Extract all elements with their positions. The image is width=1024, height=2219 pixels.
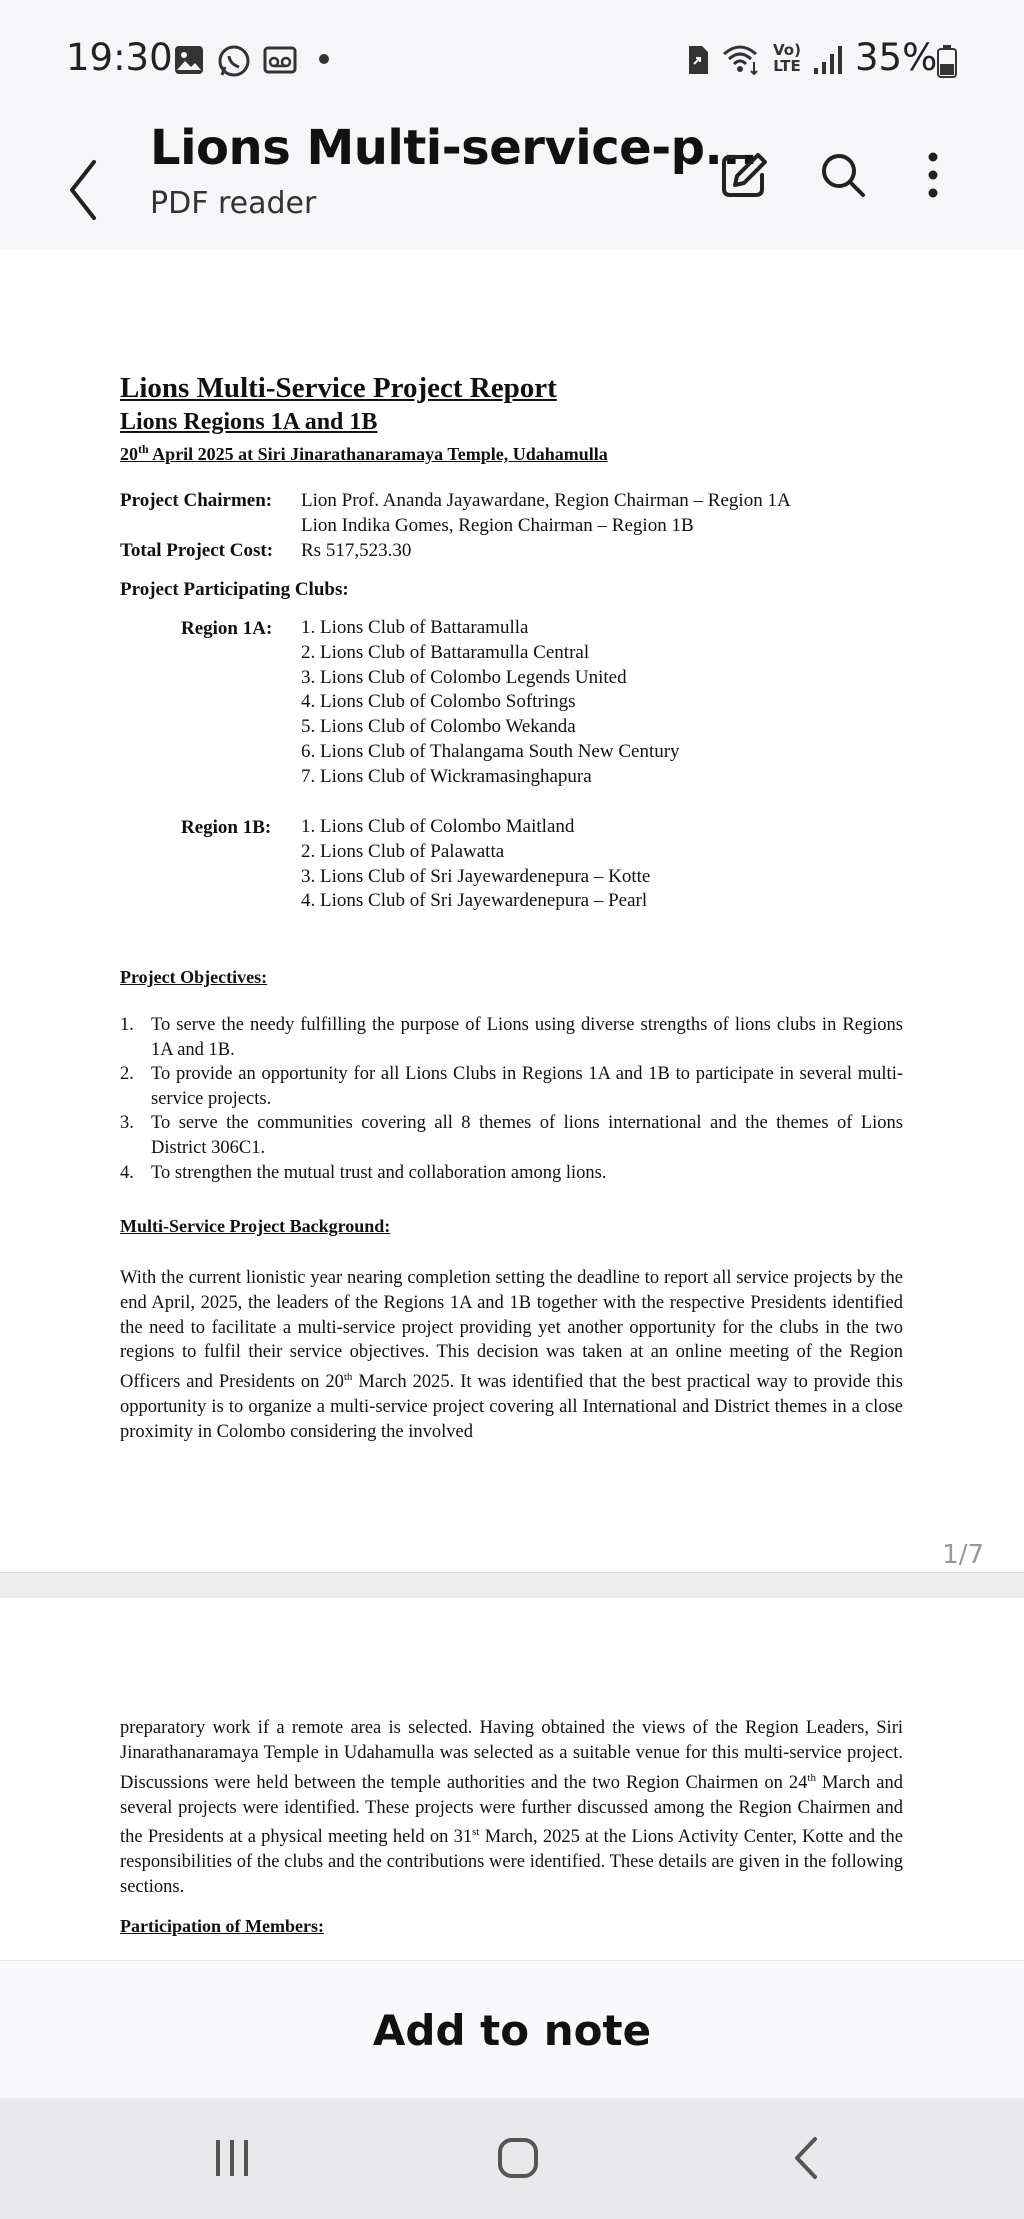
whatsapp-icon [217,44,251,78]
background-paragraph-continued: preparatory work if a remote area is selected. Having obtained the views of the Region Leaders, Siri Jinarathanaramaya Temple in Udahamulla was selected as a suitable venue for this multi-service project. Discussions were held between the temple authorities and the two Region Chairmen on 24th March and several projects were identified. These projects were further discussed among the Region Chairmen and the Presidents at a physical meeting held on 31st March, 2025 at the Lions Activity Center, Kotte and the responsibilities of the clubs and the contributions were identified. These details are given in the following sections. [120,1718,903,1898]
nav-back-button[interactable] [771,2128,841,2188]
cost-value: Rs 517,523.30 [301,540,412,561]
region-1b-club-list [301,815,650,914]
battery-icon [936,44,958,78]
nav-back-icon [791,2135,821,2181]
list-item: 1. Lions Club of Colombo Maitland [301,816,575,837]
report-title: Lions Multi-Service Project Report [120,372,557,404]
chairmen-label: Project Chairmen: [120,490,273,511]
more-icon [923,149,943,201]
back-button[interactable] [62,140,112,220]
list-item: 1. Lions Club of Battaramulla [301,617,529,638]
objectives-heading: Project Objectives: [120,967,268,987]
list-item: 4. To strengthen the mutual trust and collaboration among lions. [120,1162,607,1183]
wifi-icon [722,44,762,76]
report-date: 20th April 2025 at Siri Jinarathanaramaya Temple, Udahamulla [120,442,608,464]
search-button[interactable] [808,140,878,210]
list-item: 7. Lions Club of Wickramasinghapura [301,765,592,787]
page-separator [0,1572,1024,1600]
add-to-note-button[interactable] [0,1960,1024,2099]
sim-icon [686,44,710,76]
network-label: Vo) LTE [773,41,801,75]
list-item: 4. Lions Club of Colombo Softrings [301,691,576,713]
image-icon [173,44,205,76]
navigation-bar [0,2098,1024,2219]
search-icon [818,150,868,200]
recent-apps-icon [210,2138,254,2178]
home-button[interactable] [483,2128,553,2188]
list-item: 3. Lions Club of Sri Jayewardenepura – Kotte [301,865,651,887]
list-item: 4. Lions Club of Sri Jayewardenepura – Pearl [301,890,648,912]
more-options-button[interactable] [898,140,968,210]
chairman-1: Lion Prof. Ananda Jayawardane, Region Chairman – Region 1A [301,490,791,511]
home-icon [496,2136,540,2180]
chairman-2: Lion Indika Gomes, Region Chairman – Region 1B [301,515,694,536]
voicemail-icon [263,44,297,76]
list-item: 3. To serve the communities covering all 8 themes of lions international and the themes of Lions District 306C1. [120,1113,903,1158]
pdf-page-1[interactable] [0,250,1024,1572]
app-subtitle: PDF reader [150,186,317,221]
participation-heading: Participation of Members: [120,1916,324,1936]
background-heading: Multi-Service Project Background: [120,1216,391,1236]
cost-label: Total Project Cost: [120,540,274,561]
background-paragraph: With the current lionistic year nearing completion setting the deadline to report all service projects by the end April, 2025, the leaders of the Regions 1A and 1B together with the respective Presidents identified the need to facilitate a multi-service project providing yet another opportunity for the clubs in the two regions to fulfil their service objectives. This decision was taken at an online meeting of the Region Officers and Presidents on 20th March 2025. It was identified that the best practical way to provide this opportunity is to organize a multi-service project covering all International and District themes in a close proximity in Colombo considering the involved [120,1268,903,1442]
status-bar [0,0,1024,120]
list-item: 5. Lions Club of Colombo Wekanda [301,716,576,738]
notification-dot [319,54,329,64]
list-item: 3. Lions Club of Colombo Legends United [301,666,627,688]
list-item: 6. Lions Club of Thalangama South New Century [301,740,680,762]
document-title: Lions Multi-service-p... [150,120,758,176]
regions-title: Lions Regions 1A and 1B [120,409,378,435]
region-1a-label: Region 1A: [181,618,273,639]
back-icon [62,140,102,220]
status-time: 19:30 [66,36,173,79]
list-item: 2. Lions Club of Battaramulla Central [301,641,590,663]
list-item: 2. Lions Club of Palawatta [301,840,505,862]
region-1b-label: Region 1B: [181,817,272,838]
recent-apps-button[interactable] [197,2128,267,2188]
edit-icon [718,149,770,201]
app-bar [0,120,1024,248]
page-indicator: 1/7 [942,1540,984,1570]
signal-icon [812,44,844,76]
add-to-note-label: Add to note [372,2005,652,2055]
list-item: 1. To serve the needy fulfilling the purpose of Lions using diverse strengths of lions clubs in Regions 1A and 1B. [120,1015,903,1060]
region-1a-club-list [301,616,680,790]
list-item: 2. To provide an opportunity for all Lions Clubs in Regions 1A and 1B to participate in several multi-service projects. [120,1064,903,1109]
objectives-list [120,1013,903,1185]
edit-button[interactable] [709,140,779,210]
clubs-label: Project Participating Clubs: [120,579,349,600]
battery-percentage: 35% [855,36,938,79]
pdf-page-2[interactable] [0,1598,1024,1960]
